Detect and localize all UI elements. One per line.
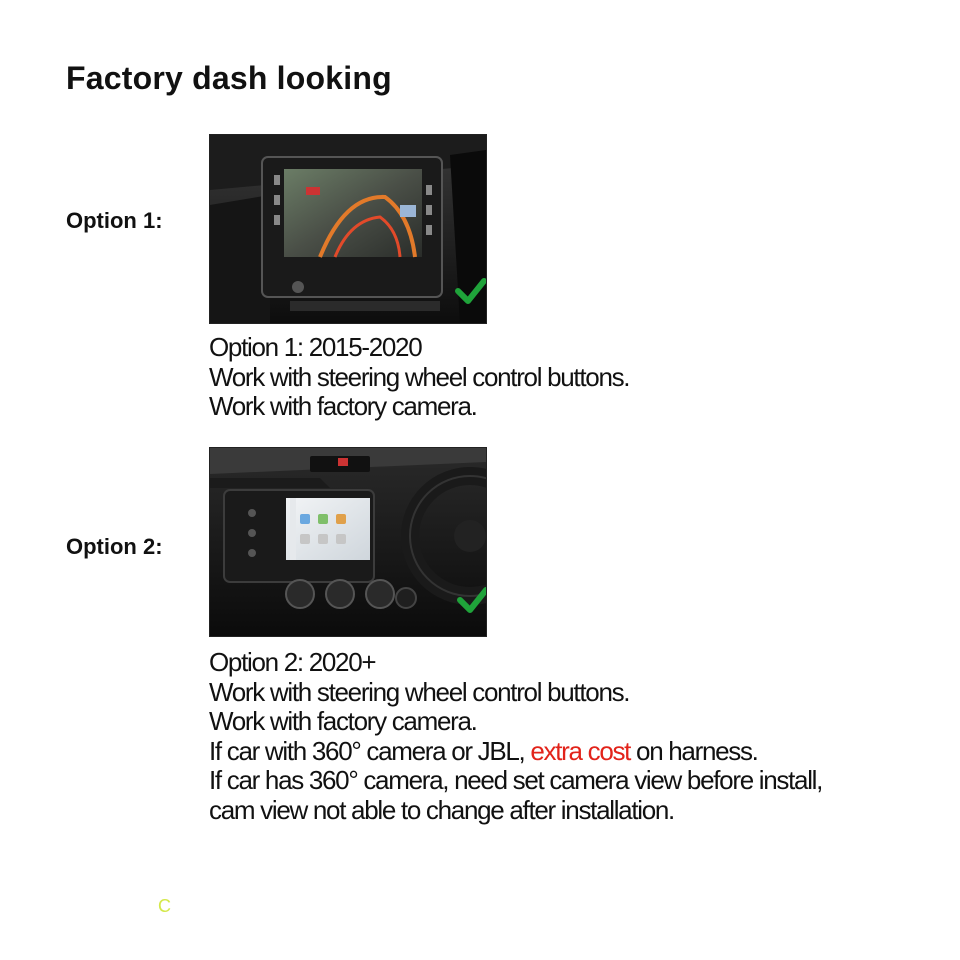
option-2-line-2: Work with steering wheel control buttons. — [209, 676, 630, 707]
option-2-note-line — [209, 737, 822, 767]
note-text-before: If car with 360° camera or JBL, — [209, 735, 531, 766]
option-2-label: Option 2: — [66, 534, 163, 559]
option-2-line-6: cam view not able to change after installation. — [209, 794, 674, 825]
option-2-photo — [209, 447, 487, 637]
extra-cost-highlight: extra cost — [530, 735, 631, 766]
option-2-line-5: If car has 360° camera, need set camera view before install, — [209, 765, 823, 795]
option-2-line-3: Work with factory camera. — [209, 706, 477, 736]
page-title: Factory dash looking — [66, 60, 392, 96]
option-1-label: Option 1: — [66, 208, 163, 233]
option-1-photo — [209, 134, 487, 324]
option-2-description — [209, 648, 822, 825]
note-text-after: on harness. — [630, 735, 758, 766]
option-1-description — [209, 333, 629, 422]
option-2-line-1: Option 2: 2020+ — [209, 647, 376, 677]
option-1-line-1: Option 1: 2015-2020 — [209, 332, 422, 362]
option-1-line-2: Work with steering wheel control buttons. — [209, 361, 630, 392]
option-1-line-3: Work with factory camera. — [209, 391, 477, 421]
stray-mark: C — [158, 896, 171, 916]
